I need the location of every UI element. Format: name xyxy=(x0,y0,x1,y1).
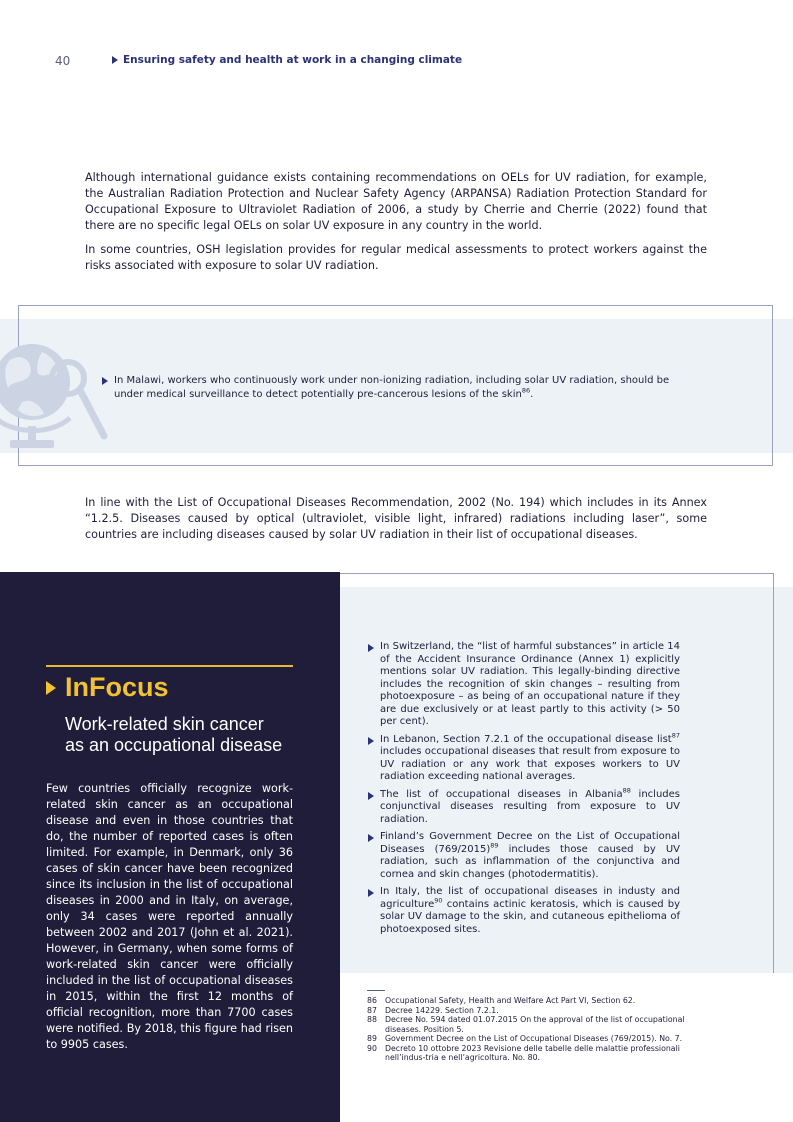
infocus-label: InFocus xyxy=(46,672,169,703)
list-item: Finland’s Government Decree on the List of Occupational Diseases $(769/2015)^{89}$ includes those caused by UV radiation, such as inflammation of the conjunctiva and cornea and skin changes (photodermatitis). xyxy=(368,831,680,881)
footnotes xyxy=(367,996,707,1063)
triangle-bullet-icon xyxy=(368,834,374,842)
footnote: 88 Decree No. 594 dated 01.07.2015 On the approval of the list of occupational diseases. Position 5. xyxy=(367,1015,685,1034)
body-paragraph-2: In some countries, OSH legislation provides for regular medical assessments to protect workers against the risks associated with exposure to solar UV radiation. xyxy=(85,243,707,272)
box1-bullet-text: In Malawi, workers who continuously work under non-ionizing radiation, including solar UV radiation, should be under medical surveillance to detect potentially pre-cancerous lesions of the skin$^{86}$. xyxy=(114,375,670,400)
page-number: 40 xyxy=(55,54,71,68)
footnote-rule xyxy=(367,990,385,991)
triangle-icon xyxy=(46,681,56,695)
footnote: 87 Decree 14229. Section 7.2.1. xyxy=(367,1005,499,1015)
footnote: 86 Occupational Safety, Health and Welfare Act Part VI, Section 62. xyxy=(367,996,636,1005)
infocus-body: Few countries officially recognize work-related skin cancer as an occupational disease and even in those countries that do, the number of reported cases is often limited. For example, in Denmark, only 36 cases of skin cancer have been recognized since its inclusion in the list of occupational diseases in 2000 and in Italy, on average, only 34 cases were reported annually between 2002 and 2017 (John et al. 2021). However, in Germany, when some forms of work-related skin cancer were officially included in the list of occupational diseases in 2015, within the first 12 months of official recognition, more than 7700 cases were notified. By 2018, this figure had risen to 9905 cases. xyxy=(46,782,293,1051)
list-item: In Italy, the list of occupational diseases in industy and agriculture$^{90}$ contains actinic keratosis, which is caused by solar UV damage to the skin, and cutaneous epithelioma of photoexposed sites. xyxy=(368,886,680,936)
infocus-title: Work-related skin cancer as an occupational disease xyxy=(65,714,283,755)
body-paragraph-1: Although international guidance exists containing recommendations on OELs for UV radiation, for example, the Australian Radiation Protection and Nuclear Safety Agency (ARPANSA) Radiation Protection Standard for Occupational Exposure to Ultraviolet Radiation of 2006, a study by Cherrie and Cherrie (2022) found that there are no specific legal OELs on solar UV exposure in any country in the world. xyxy=(85,171,707,232)
triangle-bullet-icon xyxy=(368,792,374,800)
triangle-bullet-icon xyxy=(368,737,374,745)
infocus-rule xyxy=(46,665,293,667)
footnote: 89 Government Decree on the List of Occupational Diseases (769/2015). No. 7. xyxy=(367,1034,683,1043)
triangle-bullet-icon xyxy=(112,56,118,64)
footnote: 90 Decreto 10 ottobre 2023 Revisione delle tabelle delle malattie professionali nell’indus-tria e nell’agricoltura. No. 80. xyxy=(367,1043,680,1062)
list-item: In Lebanon, Section 7.2.1 of the occupational disease list$^{87}$ includes occupational diseases that result from exposure to UV radiation or any work that exposes workers to UV radiation exceeding national averages. xyxy=(368,734,680,784)
list-item: The list of occupational diseases in Albania$^{88}$ includes conjunctival diseases resulting from exposure to UV radiation. xyxy=(368,789,680,827)
box1-bullet xyxy=(102,374,692,401)
running-title-text: Ensuring safety and health at work in a changing climate xyxy=(123,54,463,66)
list-item: In Switzerland, the “list of harmful substances” in article 14 of the Accident Insurance Ordinance (Annex 1) explicitly mentions solar UV radiation. This legally-binding directive includes the recognition of skin changes – resulting from photoexposure – as being of an occupational nature if they are due exclusively or at least partly to this activity (> 50 per cent). xyxy=(368,641,680,729)
body-paragraph-3: In line with the List of Occupational Diseases Recommendation, 2002 (No. 194) which includes in its Annex “1.2.5. Diseases caused by optical (ultraviolet, visible light, infrared) radiations including laser”, some countries are including diseases caused by solar UV radiation in their list of occupational diseases. xyxy=(85,496,707,541)
running-title xyxy=(112,54,462,66)
triangle-bullet-icon xyxy=(368,644,374,652)
footnote-ref: 86 xyxy=(521,386,531,395)
triangle-bullet-icon xyxy=(102,377,108,385)
triangle-bullet-icon xyxy=(368,889,374,897)
box2-list xyxy=(368,641,680,941)
